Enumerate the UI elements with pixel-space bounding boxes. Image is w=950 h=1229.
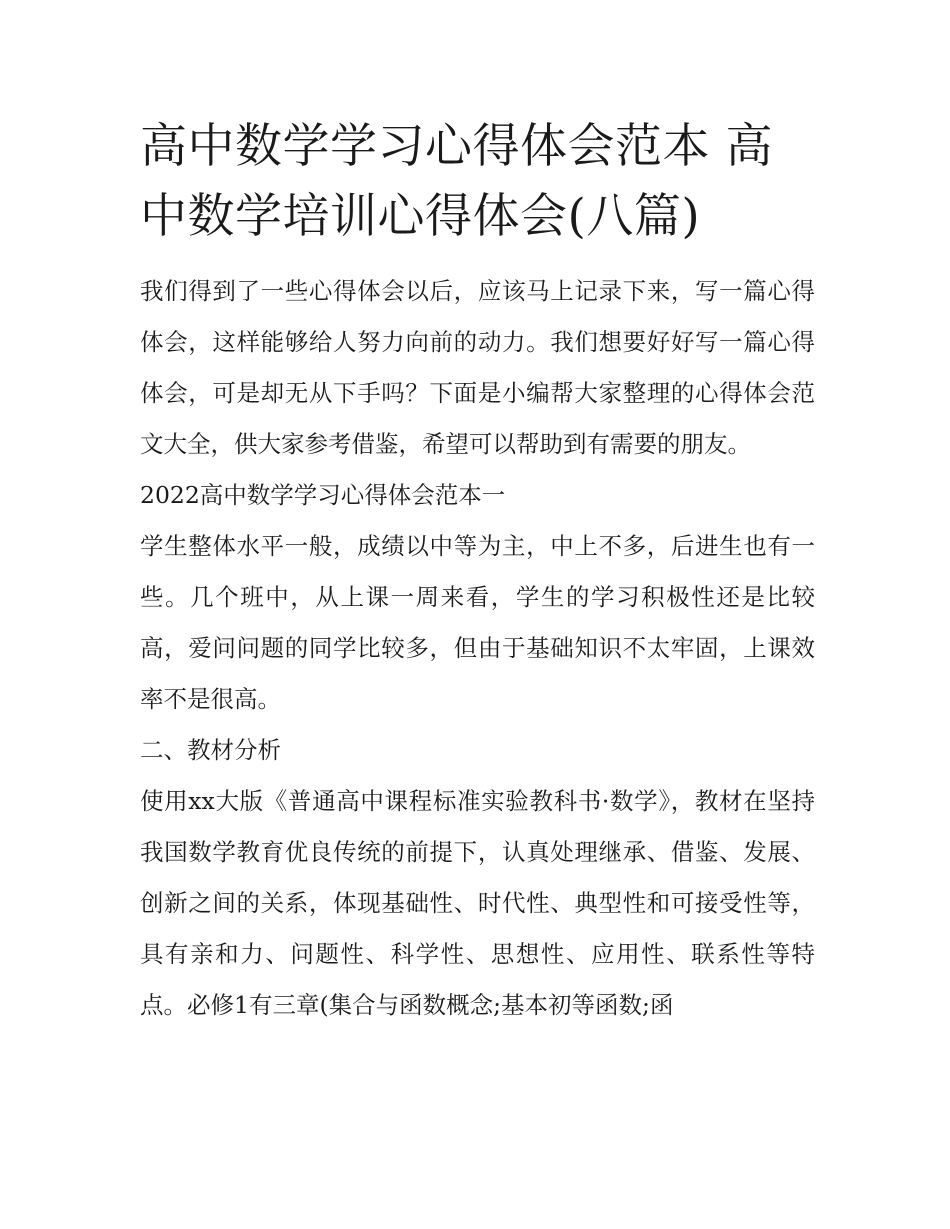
document-page — [140, 112, 815, 1031]
document-title: 高中数学学习心得体会范本 高中数学培训心得体会(八篇) — [140, 119, 773, 244]
section1-heading: 2022高中数学学习心得体会范本一 — [140, 481, 506, 509]
section1-paragraph: 学生整体水平一般，成绩以中等为主，中上不多，后进生也有一些。几个班中，从上课一周来看，学生的学习积极性还是比较高，爱问问题的同学比较多，但由于基础知识不太牢固，上课效率不是很高。 — [140, 532, 815, 713]
section2-heading: 二、教材分析 — [140, 736, 281, 764]
section2-paragraph: 使用xx大版《普通高中课程标准实验教科书·数学》，教材在坚持我国数学教育优良传统的前提下，认真处理继承、借鉴、发展、创新之间的关系，体现基础性、时代性、典型性和可接受性等，具有亲和力、问题性、科学性、思想性、应用性、联系性等特点。必修1有三章(集合与函数概念;基本初等函数;函 — [140, 787, 815, 1019]
intro-paragraph: 我们得到了一些心得体会以后，应该马上记录下来，写一篇心得体会，这样能够给人努力向前的动力。我们想要好好写一篇心得体会，可是却无从下手吗？下面是小编帮大家整理的心得体会范文大全，供大家参考借鉴，希望可以帮助到有需要的朋友。 — [140, 277, 815, 458]
